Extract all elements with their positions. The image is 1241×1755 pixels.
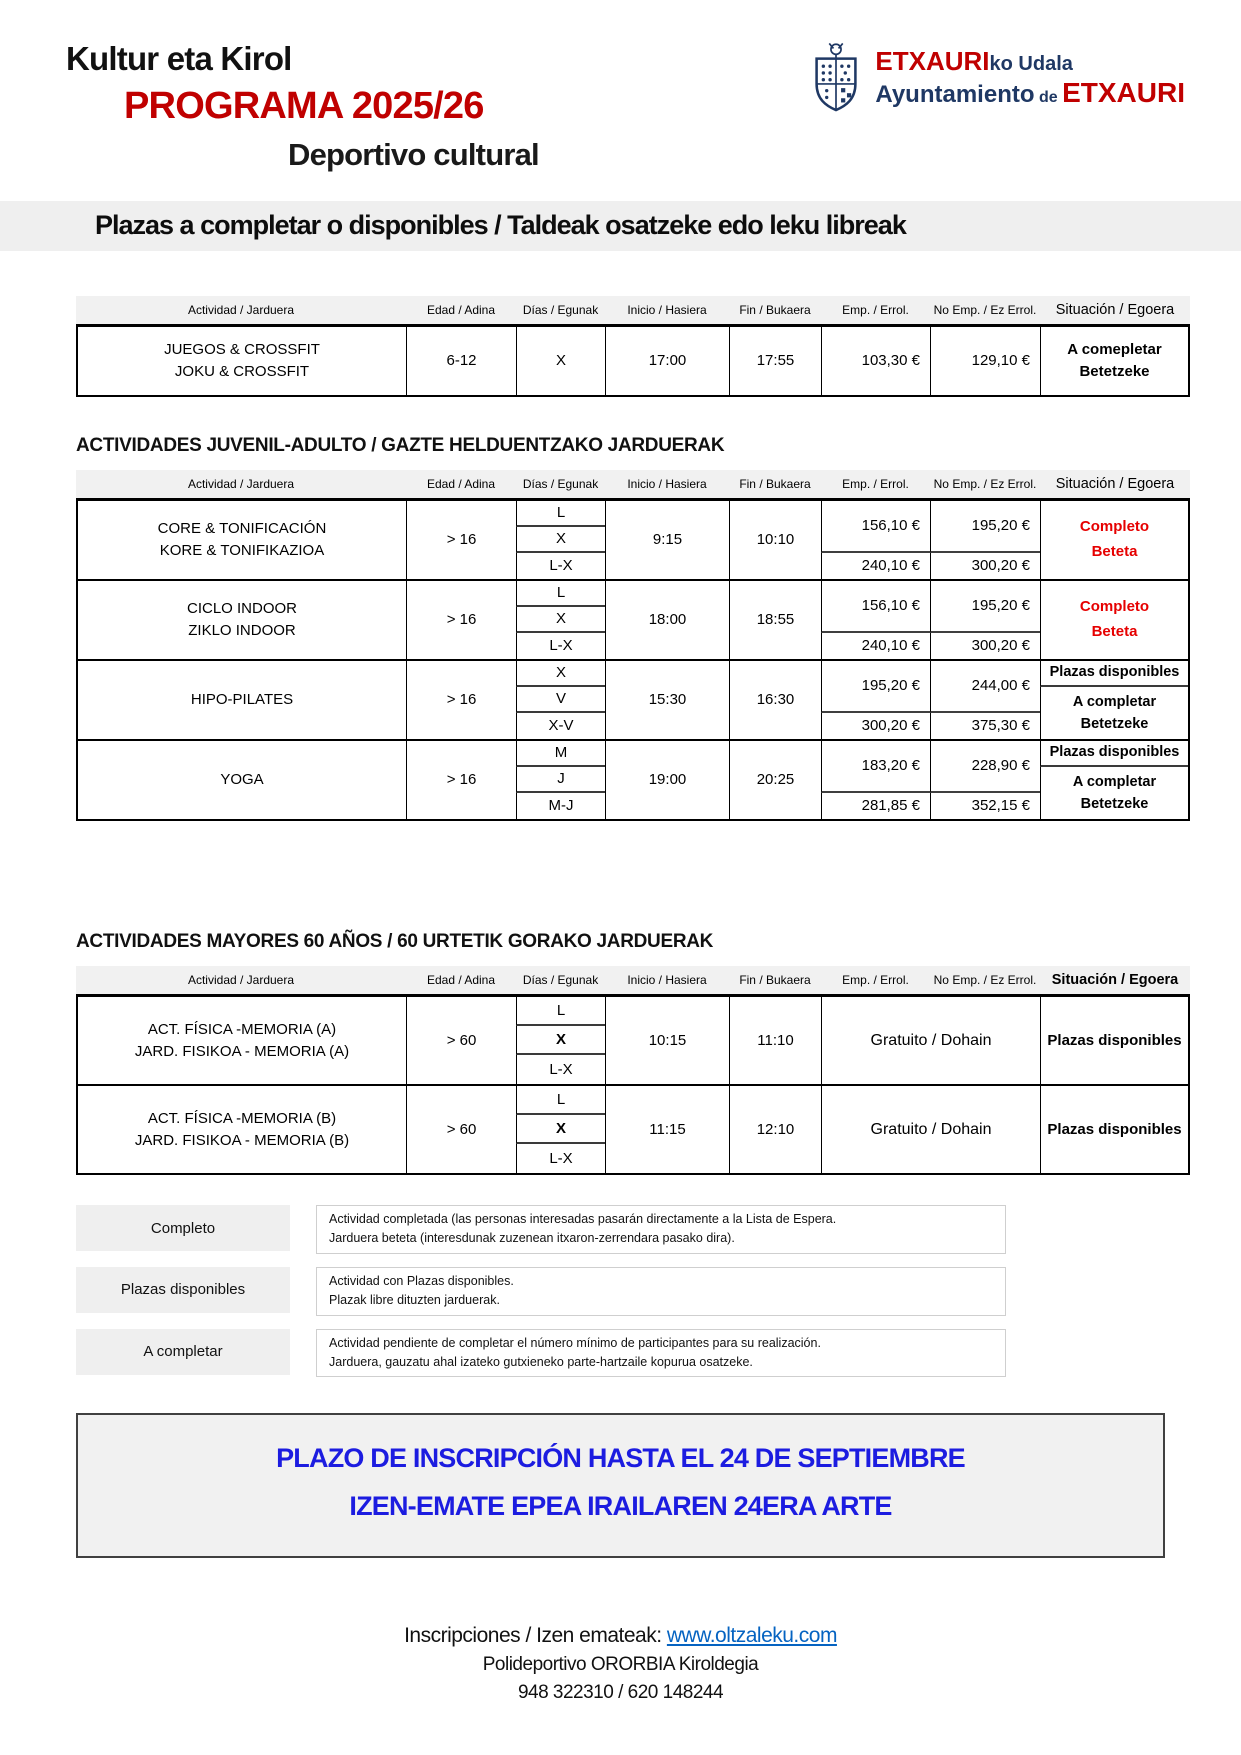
col-noemp: No Emp. / Ez Errol. bbox=[933, 973, 1037, 987]
col-dias: Días / Egunak bbox=[522, 973, 599, 987]
col-situacion: Situación / Egoera bbox=[1055, 302, 1175, 318]
cell-age: 6-12 bbox=[406, 327, 516, 395]
table-juvenil bbox=[76, 470, 1190, 821]
cell-fee-member: 195,20 € bbox=[821, 661, 930, 713]
cell-status: Plazas disponibles bbox=[1040, 997, 1188, 1084]
table-juvenil-header bbox=[76, 470, 1190, 498]
table-plazas-body bbox=[76, 324, 1190, 397]
legend-row-a-completar bbox=[76, 1329, 1190, 1378]
inscriptions-line bbox=[0, 1624, 1241, 1648]
table-row bbox=[78, 739, 1188, 819]
col-inicio: Inicio / Hasiera bbox=[627, 973, 707, 987]
cell-status: Completo Beteta bbox=[1040, 501, 1188, 579]
table-row bbox=[78, 579, 1188, 659]
cell-age: > 60 bbox=[406, 1086, 516, 1173]
cell-status: Plazas disponibles bbox=[1040, 1086, 1188, 1173]
col-inicio: Inicio / Hasiera bbox=[627, 477, 707, 491]
table-plazas-header bbox=[76, 296, 1190, 324]
cell-days: M bbox=[516, 741, 605, 767]
etxauri-logo bbox=[809, 40, 1185, 116]
legend-row-completo bbox=[76, 1205, 1190, 1254]
cell-status: Completo Beteta bbox=[1040, 581, 1188, 659]
col-fin: Fin / Bukaera bbox=[739, 303, 811, 317]
cell-end: 18:55 bbox=[729, 581, 821, 659]
cell-age: > 16 bbox=[406, 581, 516, 659]
cell-end: 20:25 bbox=[729, 741, 821, 819]
cell-fee-nonmember: 375,30 € bbox=[930, 713, 1040, 739]
deadline-eu: IZEN-EMATE EPEA IRAILAREN 24ERA ARTE bbox=[349, 1490, 892, 1521]
legend-label: A completar bbox=[76, 1329, 290, 1375]
cell-fee-member: 300,20 € bbox=[821, 713, 930, 739]
legend-label: Completo bbox=[76, 1205, 290, 1251]
col-emp: Emp. / Errol. bbox=[842, 477, 909, 491]
cell-activity: HIPO-PILATES bbox=[190, 691, 294, 709]
table-row bbox=[78, 1084, 1188, 1173]
col-noemp: No Emp. / Ez Errol. bbox=[933, 303, 1037, 317]
col-actividad: Actividad / Jarduera bbox=[187, 477, 295, 491]
header bbox=[0, 0, 1241, 173]
cell-activity: YOGA bbox=[220, 771, 264, 789]
cell-activity: ACT. FÍSICA -MEMORIA (A) JARD. FISIKOA - MEMORIA (A) bbox=[134, 1020, 350, 1060]
table-row bbox=[78, 659, 1188, 739]
col-dias: Días / Egunak bbox=[522, 303, 599, 317]
cell-end: 12:10 bbox=[729, 1086, 821, 1173]
cell-start: 9:15 bbox=[605, 501, 729, 579]
col-edad: Edad / Adina bbox=[426, 303, 496, 317]
cell-days: X bbox=[516, 607, 605, 633]
cell-status: Plazas disponibles bbox=[1040, 741, 1188, 767]
cell-days: X bbox=[516, 327, 605, 395]
col-edad: Edad / Adina bbox=[426, 973, 496, 987]
col-fin: Fin / Bukaera bbox=[739, 477, 811, 491]
col-fin: Fin / Bukaera bbox=[739, 973, 811, 987]
col-actividad: Actividad / Jarduera bbox=[187, 973, 295, 987]
cell-activity: CICLO INDOOR ZIKLO INDOOR bbox=[186, 600, 297, 639]
cell-start: 11:15 bbox=[605, 1086, 729, 1173]
logo-suffix-eu: ko Udala bbox=[989, 52, 1073, 75]
cell-fee-member: 183,20 € bbox=[821, 741, 930, 793]
phone-line: 948 322310 / 620 148244 bbox=[517, 1681, 724, 1703]
cell-days: L-X bbox=[516, 1144, 605, 1173]
cell-activity: CORE & TONIFICACIÓN KORE & TONIFIKAZIOA bbox=[157, 520, 327, 559]
cell-days: M-J bbox=[516, 793, 605, 819]
cell-age: > 60 bbox=[406, 997, 516, 1084]
legend-description: Actividad con Plazas disponibles. Plazak libre dituzten jarduerak. bbox=[316, 1267, 1006, 1316]
cell-days: J bbox=[516, 767, 605, 793]
cell-fee-member: 240,10 € bbox=[821, 633, 930, 659]
footer bbox=[0, 1624, 1241, 1704]
cell-fee-nonmember: 228,90 € bbox=[930, 741, 1040, 793]
logo-text bbox=[875, 47, 1185, 109]
table-mayores-header bbox=[76, 966, 1190, 994]
table-plazas bbox=[76, 296, 1190, 397]
cell-start: 18:00 bbox=[605, 581, 729, 659]
cell-end: 16:30 bbox=[729, 661, 821, 739]
logo-de: de bbox=[1038, 88, 1058, 106]
legend-label: Plazas disponibles bbox=[76, 1267, 290, 1313]
cell-days: L-X bbox=[516, 633, 605, 659]
col-situacion: Situación / Egoera bbox=[1055, 476, 1175, 492]
cell-activity: ACT. FÍSICA -MEMORIA (B) JARD. FISIKOA - MEMORIA (B) bbox=[134, 1109, 350, 1149]
venue-line: Polideportivo ORORBIA Kiroldegia bbox=[482, 1653, 759, 1675]
content bbox=[76, 296, 1190, 1704]
col-situacion: Situación / Egoera bbox=[1051, 972, 1179, 988]
cell-fee-nonmember: 300,20 € bbox=[930, 633, 1040, 659]
col-actividad: Actividad / Jarduera bbox=[187, 303, 295, 317]
logo-name-eu: ETXAURI bbox=[875, 45, 990, 76]
legend-description: Actividad completada (las personas interesadas pasarán directamente a la Lista de Espera. Jarduera beteta (interesdunak zuzenean itxaron-zerrendara pasako dira). bbox=[316, 1205, 1006, 1254]
table-mayores-body bbox=[76, 994, 1190, 1175]
legend-description: Actividad pendiente de completar el número mínimo de participantes para su realización. Jarduera, gauzatu ahal izateko gutxieneko parte-hartzaile kopurua osatzeke. bbox=[316, 1329, 1006, 1378]
table-mayores bbox=[76, 966, 1190, 1175]
cell-days: X bbox=[516, 661, 605, 687]
cell-start: 17:00 bbox=[605, 327, 729, 395]
col-dias: Días / Egunak bbox=[522, 477, 599, 491]
section-title-juvenil: ACTIVIDADES JUVENIL-ADULTO / GAZTE HELDUENTZAKO JARDUERAK bbox=[76, 435, 725, 456]
cell-status: A completar Betetzeke bbox=[1040, 687, 1188, 739]
cell-activity: JUEGOS & CROSSFIT JOKU & CROSSFIT bbox=[164, 341, 320, 380]
cell-days: X-V bbox=[516, 713, 605, 739]
deadline-es: PLAZO DE INSCRIPCIÓN HASTA EL 24 DE SEPTIEMBRE bbox=[276, 1443, 965, 1474]
cell-days: X bbox=[516, 527, 605, 553]
oltzaleku-link[interactable]: www.oltzaleku.com bbox=[666, 1623, 837, 1647]
col-inicio: Inicio / Hasiera bbox=[627, 303, 707, 317]
title-program-year: PROGRAMA 2025/26 bbox=[124, 85, 484, 127]
cell-start: 15:30 bbox=[605, 661, 729, 739]
cell-days: L bbox=[516, 997, 605, 1026]
cell-fee-nonmember: 352,15 € bbox=[930, 793, 1040, 819]
table-row bbox=[78, 327, 1188, 395]
cell-days: X bbox=[516, 1115, 605, 1144]
logo-name-es: ETXAURI bbox=[1062, 76, 1185, 108]
banner-title: Plazas a completar o disponibles / Taldeak osatzeke edo leku libreak bbox=[0, 201, 1241, 251]
cell-fee-member: 156,10 € bbox=[821, 581, 930, 633]
cell-fee: Gratuito / Dohain bbox=[821, 997, 1040, 1084]
cell-age: > 16 bbox=[406, 741, 516, 819]
title-basque: Kultur eta Kirol bbox=[66, 40, 292, 77]
cell-end: 10:10 bbox=[729, 501, 821, 579]
inscriptions-label: Inscripciones / Izen emateak: bbox=[404, 1623, 667, 1647]
cell-days: L bbox=[516, 501, 605, 527]
cell-days: L bbox=[516, 581, 605, 607]
registration-deadline-box bbox=[76, 1413, 1165, 1558]
cell-status: A comepletar Betetzeke bbox=[1040, 327, 1188, 395]
cell-days: L bbox=[516, 1086, 605, 1115]
cell-fee-nonmember: 129,10 € bbox=[930, 327, 1040, 395]
cell-fee-member: 156,10 € bbox=[821, 501, 930, 553]
cell-fee-nonmember: 195,20 € bbox=[930, 501, 1040, 553]
col-emp: Emp. / Errol. bbox=[842, 303, 909, 317]
legend-row-plazas bbox=[76, 1267, 1190, 1316]
col-noemp: No Emp. / Ez Errol. bbox=[933, 477, 1037, 491]
cell-fee-member: 281,85 € bbox=[821, 793, 930, 819]
cell-end: 17:55 bbox=[729, 327, 821, 395]
cell-status: A completar Betetzeke bbox=[1040, 767, 1188, 819]
cell-fee-nonmember: 300,20 € bbox=[930, 553, 1040, 579]
cell-age: > 16 bbox=[406, 661, 516, 739]
cell-end: 11:10 bbox=[729, 997, 821, 1084]
cell-days: L-X bbox=[516, 553, 605, 579]
cell-days: L-X bbox=[516, 1055, 605, 1084]
col-edad: Edad / Adina bbox=[426, 477, 496, 491]
cell-fee-member: 240,10 € bbox=[821, 553, 930, 579]
cell-start: 19:00 bbox=[605, 741, 729, 819]
cell-start: 10:15 bbox=[605, 997, 729, 1084]
legend bbox=[76, 1205, 1190, 1377]
cell-fee: Gratuito / Dohain bbox=[821, 1086, 1040, 1173]
cell-age: > 16 bbox=[406, 501, 516, 579]
table-row bbox=[78, 501, 1188, 579]
cell-fee-nonmember: 244,00 € bbox=[930, 661, 1040, 713]
col-emp: Emp. / Errol. bbox=[842, 973, 909, 987]
cell-status: Plazas disponibles bbox=[1040, 661, 1188, 687]
logo-ayuntamiento: Ayuntamiento bbox=[875, 80, 1035, 108]
cell-days: X bbox=[516, 1026, 605, 1055]
table-juvenil-body bbox=[76, 498, 1190, 821]
table-row bbox=[78, 997, 1188, 1084]
cell-days: V bbox=[516, 687, 605, 713]
cell-fee-nonmember: 195,20 € bbox=[930, 581, 1040, 633]
cell-fee-member: 103,30 € bbox=[821, 327, 930, 395]
title-subtitle: Deportivo cultural bbox=[288, 137, 539, 172]
section-title-mayores: ACTIVIDADES MAYORES 60 AÑOS / 60 URTETIK GORAKO JARDUERAK bbox=[76, 931, 714, 952]
etxauri-coat-of-arms bbox=[809, 40, 863, 116]
